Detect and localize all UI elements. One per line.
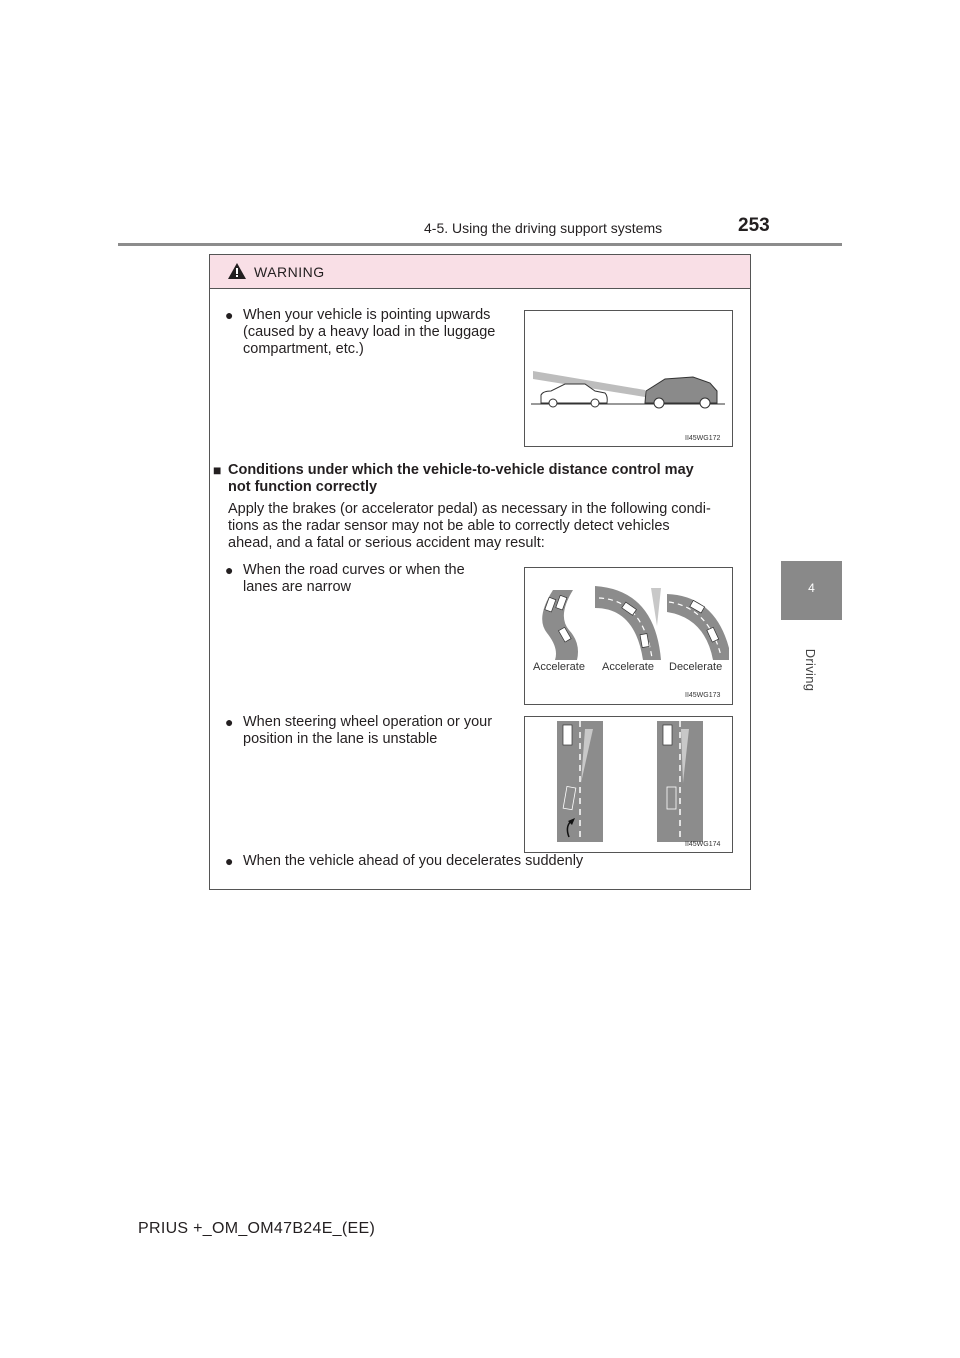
item2-text: When the road curves or when the lanes are narrow xyxy=(243,562,465,595)
item4-text: When the vehicle ahead of you decelerates suddenly xyxy=(243,853,584,869)
vehicle-pointing-up-illustration xyxy=(525,311,732,446)
unstable-lane-illustration xyxy=(525,717,732,852)
header-rule xyxy=(118,243,842,246)
document-code: PRIUS +_OM_OM47B24E_(EE) xyxy=(138,1220,376,1237)
chapter-tab xyxy=(781,561,842,620)
figure-code: II45WG172 xyxy=(685,435,721,442)
car-icon xyxy=(663,725,672,745)
bullet-icon: ● xyxy=(225,307,234,323)
own-car-icon xyxy=(645,377,717,408)
figure-code: II45WG174 xyxy=(685,841,721,848)
chapter-number: 4 xyxy=(808,581,815,595)
figure-vehicle-pointing-up xyxy=(524,310,733,447)
condition-heading: Conditions under which the vehicle-to-vehicle distance control may not function correctly xyxy=(228,462,694,495)
heading-square-icon: ■ xyxy=(213,462,222,478)
figure-curves-narrow-lanes xyxy=(524,567,733,705)
chapter-label: Driving xyxy=(803,648,818,692)
car-icon xyxy=(667,787,676,809)
car-icon xyxy=(563,725,572,745)
caption-decelerate: Decelerate xyxy=(669,661,723,673)
condition-body: Apply the brakes (or accelerator pedal) as necessary in the following condi- tions as the radar sensor may not be able to correctly detect vehicles ahead, and a fatal or serious accident may result: xyxy=(228,501,711,551)
caption-accelerate-2: Accelerate xyxy=(602,661,654,673)
figure-code: II45WG173 xyxy=(685,692,721,699)
warning-box xyxy=(209,254,751,890)
figure-unstable-steering xyxy=(524,716,733,853)
bullet-icon: ● xyxy=(225,714,234,730)
bullet-icon: ● xyxy=(225,562,234,578)
page-number: 253 xyxy=(738,215,770,236)
warning-triangle-icon xyxy=(228,263,246,279)
section-title: 4-5. Using the driving support systems xyxy=(424,220,663,236)
warning-title: WARNING xyxy=(254,264,325,280)
item3-text: When steering wheel operation or your position in the lane is unstable xyxy=(243,714,493,747)
warning-header xyxy=(210,255,750,289)
bullet-icon: ● xyxy=(225,853,234,869)
curved-roads-illustration xyxy=(525,568,732,704)
item1-text: When your vehicle is pointing upwards (caused by a heavy load in the luggage compartment, etc.) xyxy=(243,307,496,357)
caption-accelerate-1: Accelerate xyxy=(533,661,585,673)
